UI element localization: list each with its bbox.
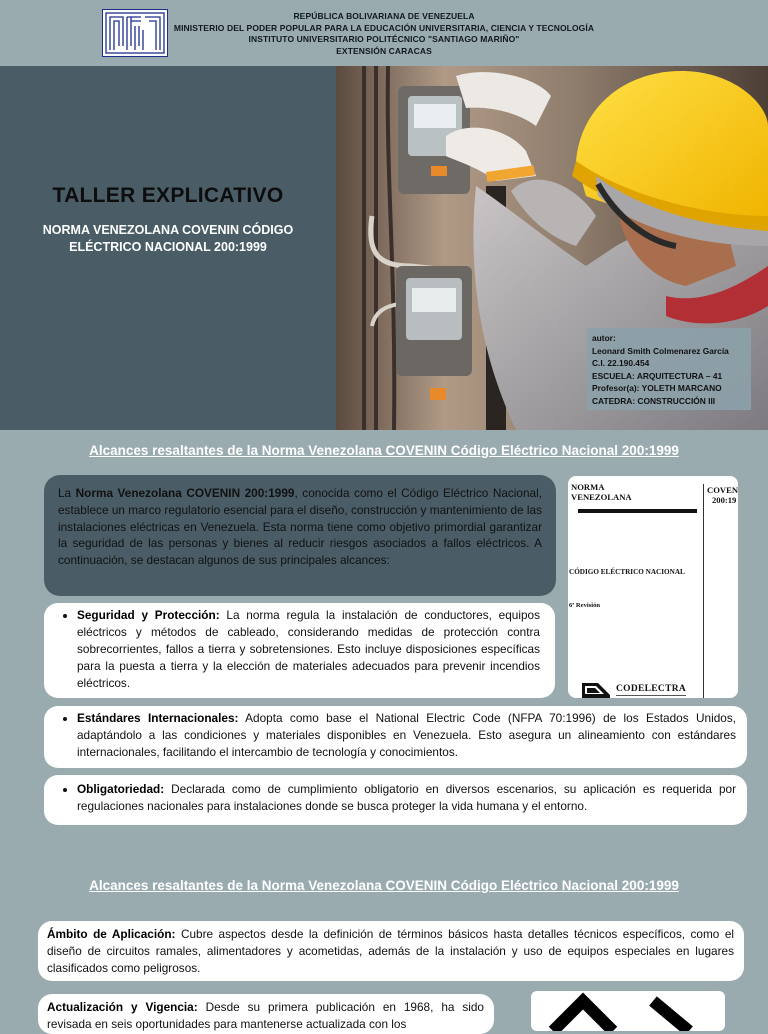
header-line-ministry: MINISTERIO DEL PODER POPULAR PARA LA EDUCACIÓN UNIVERSITARIA, CIENCIA Y TECNOLOGÍA xyxy=(173,22,595,33)
section-title-1: Alcances resaltantes de la Norma Venezolana COVENIN Código Eléctrico Nacional 200:1999 xyxy=(89,443,679,458)
cover-vertical-rule xyxy=(703,484,704,698)
header-line-extension: EXTENSIÓN CARACAS xyxy=(336,45,432,56)
author-info-box xyxy=(587,328,751,410)
author-name: Leonard Smith Colmenarez García xyxy=(592,345,729,356)
cover-covenin-label xyxy=(707,485,738,505)
cover-norma: NORMA xyxy=(571,482,605,492)
covenin-document-cover xyxy=(568,476,738,698)
item-term: Estándares Internacionales: xyxy=(77,711,239,725)
cover-venezolana: VENEZOLANA xyxy=(571,492,632,502)
item-text: Desde su primera publicación en 1968, ha sido revisada en seis oportunidades para mantenerse actualizada con los xyxy=(47,1000,484,1031)
cover-code-title: CÓDIGO ELÉCTRICO NACIONAL xyxy=(569,568,685,576)
intro-text-pre: La xyxy=(58,486,76,500)
header-line-institute: INSTITUTO UNIVERSITARIO POLITÉCNICO "SANTIAGO MARIÑO" xyxy=(248,34,520,44)
intro-text-post: , conocida como el Código Eléctrico Nacional, establece un marco regulatorio esencial para el diseño, construcción y mantenimiento de las instalaciones eléctricas en Venezuela. Esta norma tiene como objetivo primordial garantizar la seguridad de las personas y bienes al reducir riesgos asociados a fallos eléctricos. A continuación, se destacan algunos de sus principales alcances: xyxy=(58,486,542,568)
list-item-safety xyxy=(44,603,555,698)
author-label: autor: xyxy=(592,333,616,343)
cover-brand: CODELECTRA xyxy=(616,684,687,694)
institute-logo-icon xyxy=(102,9,168,57)
item-term: Actualización y Vigencia: xyxy=(47,1000,198,1014)
cover-covenin: COVEN xyxy=(707,485,738,495)
author-professor: Profesor(a): YOLETH MARCANO xyxy=(592,383,722,394)
codelectra-logo-icon xyxy=(531,991,725,1031)
cover-revision: 6ª Revisión xyxy=(569,602,601,609)
list-item-scope xyxy=(38,921,744,981)
cover-number: 200:19 xyxy=(712,495,737,505)
intro-norm-name: Norma Venezolana COVENIN 200:1999 xyxy=(75,486,295,500)
cover-brand-underline xyxy=(616,695,686,696)
header-line-republic: REPÚBLICA BOLIVARIANA DE VENEZUELA xyxy=(293,11,475,21)
item-text: La norma regula la instalación de conductores, equipos eléctricos y métodos de cableado, considerando medidas de protección contra sobrecorrientes, fallos a tierra y sobretensiones. Esto incluye disposiciones específicas para la puesta a tierra y la elección de materiales adecuados para prevenir incendios eléctricos. xyxy=(77,608,540,690)
author-chair: CATEDRA: CONSTRUCCIÓN III xyxy=(592,395,716,406)
institution-heading xyxy=(170,11,598,57)
hero-subtitle: NORMA VENEZOLANA COVENIN CÓDIGO ELÉCTRICO NACIONAL 200:1999 xyxy=(42,223,294,254)
item-text: Adopta como base el National Electric Code (NFPA 70:1996) de los Estados Unidos, adaptándolo a las condiciones y materiales disponibles en Venezuela. Esto asegura un alineamiento con estándares internacionales, facilitando el intercambio de tecnología y conocimientos. xyxy=(77,711,736,759)
list-item-mandatory xyxy=(44,775,747,825)
cover-norma-label xyxy=(571,482,632,502)
intro-paragraph xyxy=(44,475,556,596)
item-term: Seguridad y Protección: xyxy=(77,608,220,622)
codelectra-mark-icon xyxy=(582,681,610,698)
page-header xyxy=(0,0,768,66)
list-item-standards xyxy=(44,706,747,768)
author-school: ESCUELA: ARQUITECTURA – 41 xyxy=(592,370,723,381)
item-term: Obligatoriedad: xyxy=(77,782,165,796)
item-text: Declarada como de cumplimiento obligatorio en diversos escenarios, su aplicación es requerida por regulaciones nacionales para instalaciones donde se busca proteger la vida humana y el entorno. xyxy=(77,782,736,813)
item-term: Ámbito de Aplicación: xyxy=(47,927,176,941)
cover-divider xyxy=(578,509,697,513)
hero-panel xyxy=(0,66,336,430)
list-item-update xyxy=(38,994,494,1034)
item-text: Cubre aspectos desde la definición de términos básicos hasta detalles técnicos específicos, como el diseño de circuitos ramales, alimentadores y acometidas, además de la instalación y uso de equipos especiales en lugares clasificados como peligrosos. xyxy=(47,927,735,975)
author-ci: C.I. 22.190.454 xyxy=(592,358,650,369)
hero-title: TALLER EXPLICATIVO xyxy=(52,184,284,207)
section-title-2: Alcances resaltantes de la Norma Venezolana COVENIN Código Eléctrico Nacional 200:1999 xyxy=(89,878,679,893)
